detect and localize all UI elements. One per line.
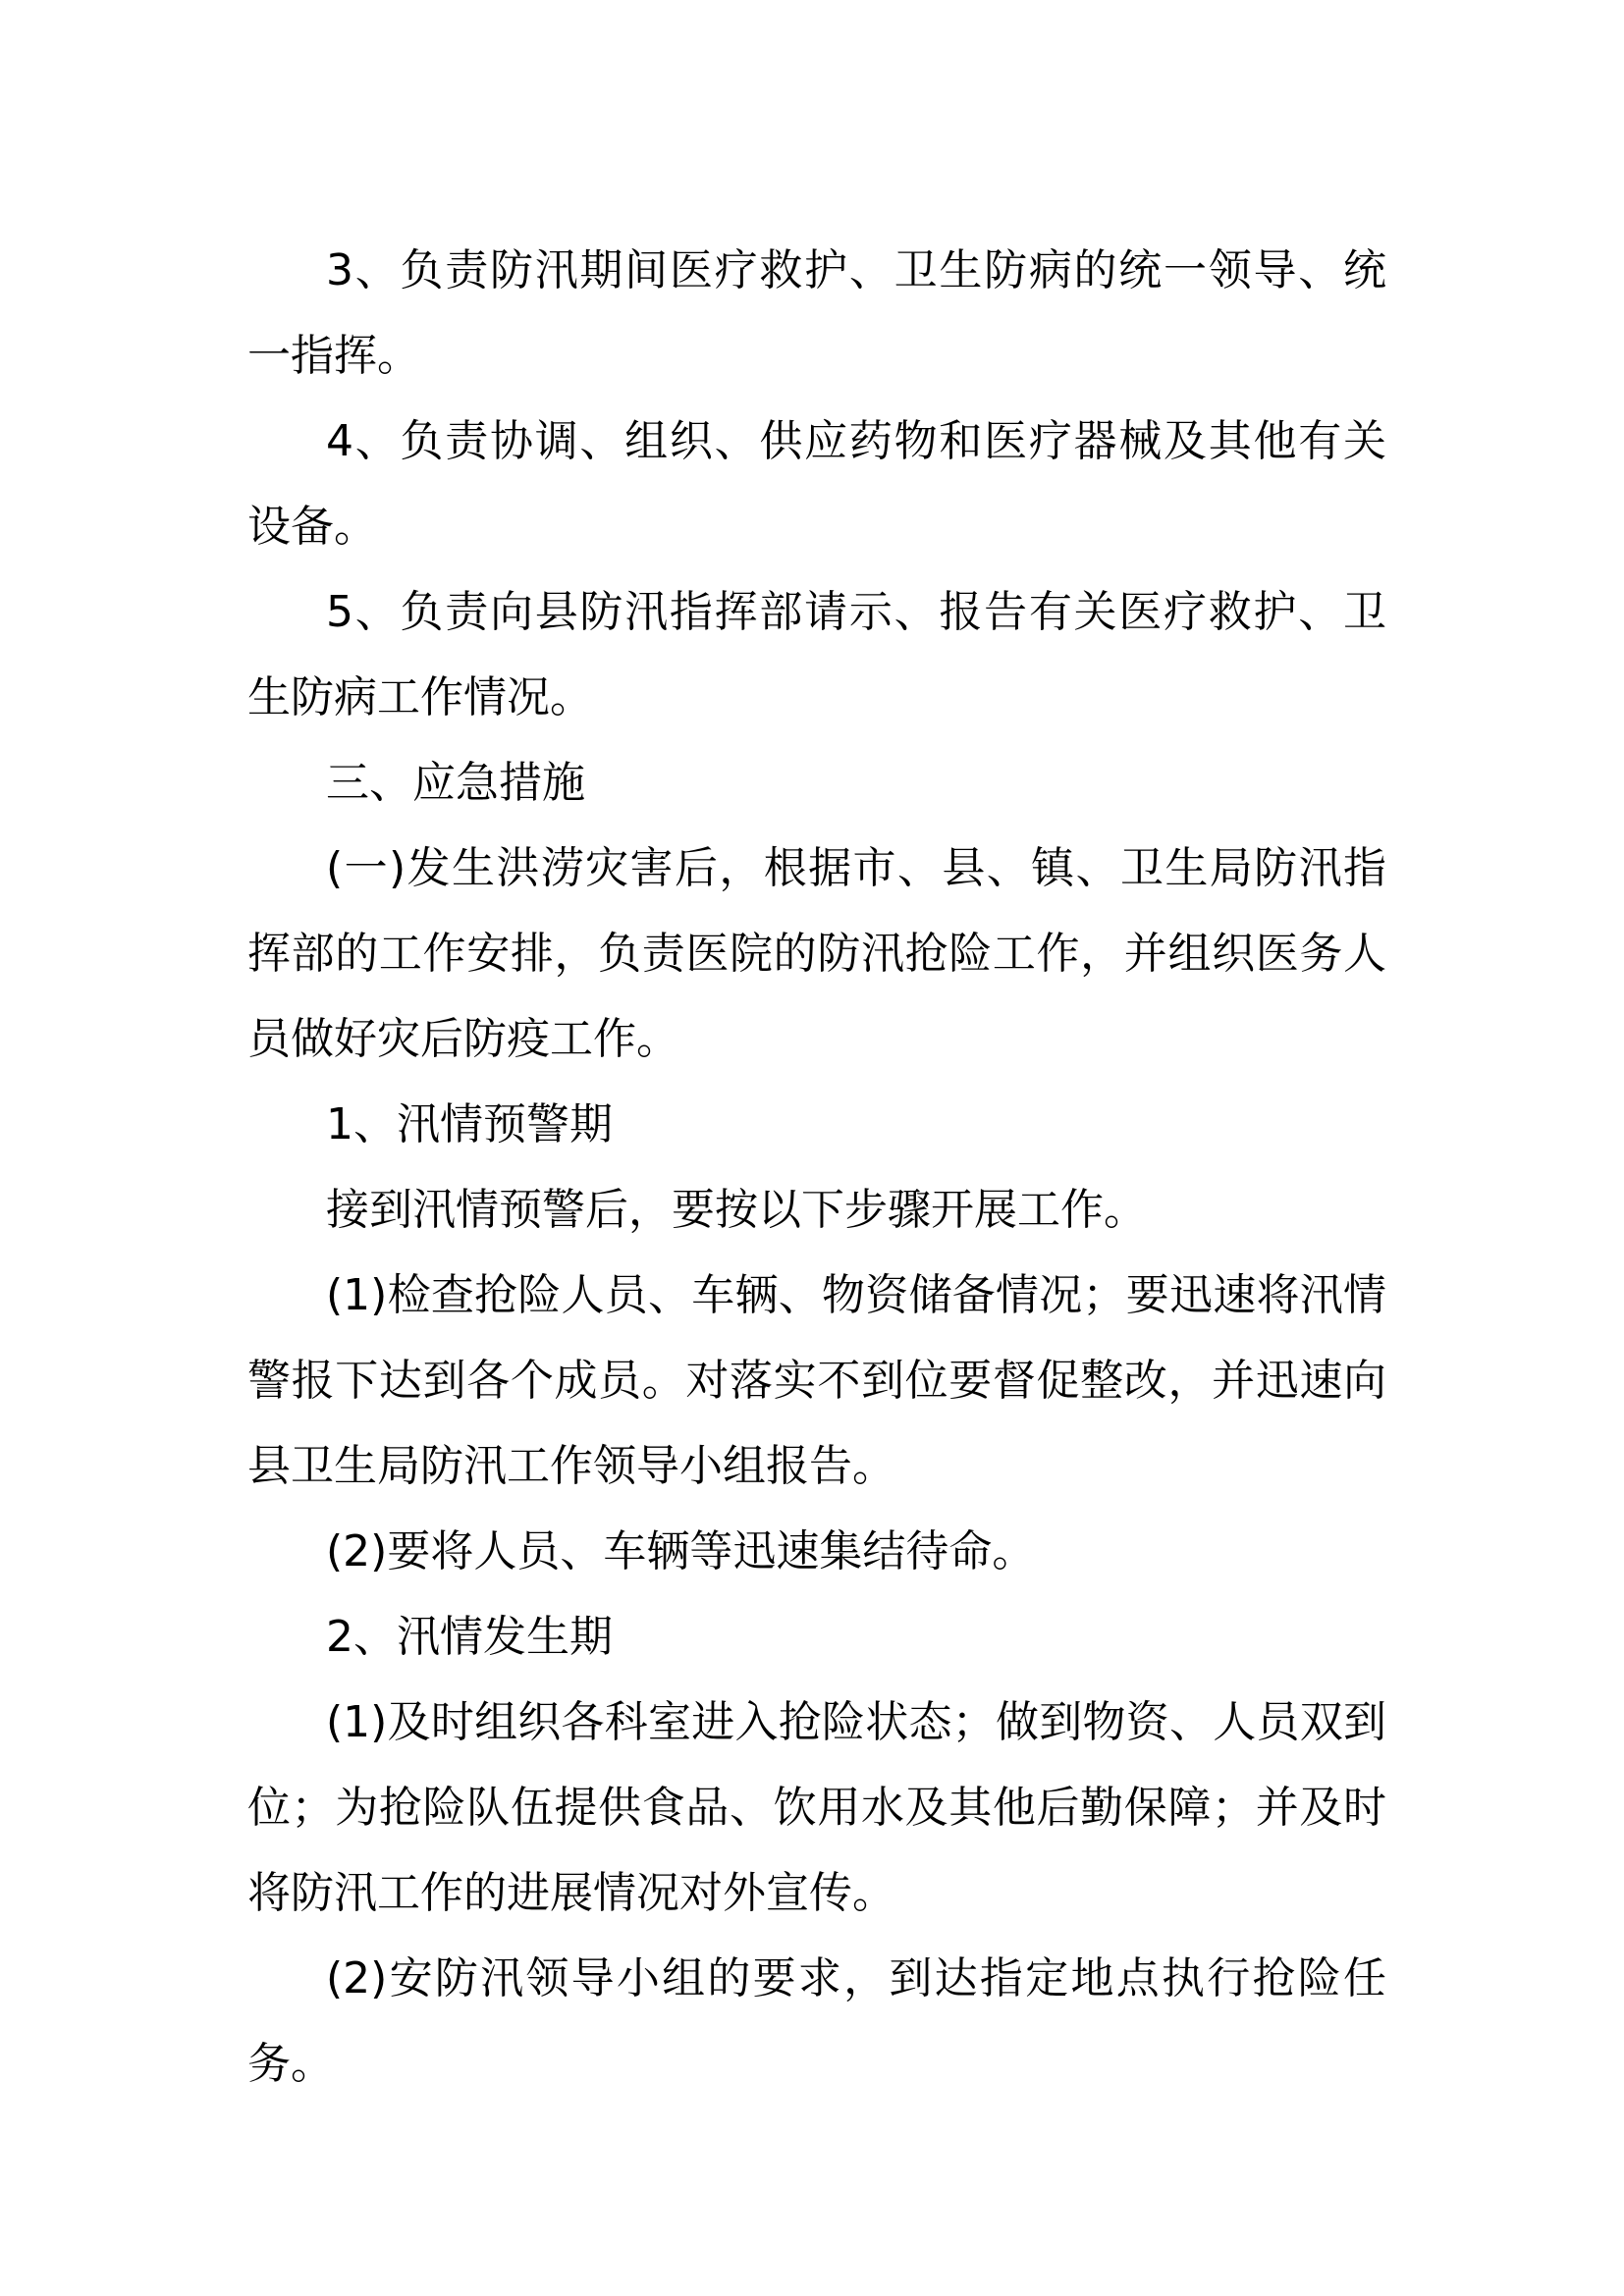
paragraph-occurrence-step-1: (1)及时组织各科室进入抢险状态；做到物资、人员双到位；为抢险队伍提供食品、饮用水及其他后勤保障；并及时将防汛工作的进展情况对外宣传。: [247, 1697, 1386, 1918]
paragraph-occurrence-step-2: (2)安防汛领导小组的要求，到达指定地点执行抢险任务。: [247, 1953, 1386, 2089]
paragraph-warning-step-2: (2)要将人员、车辆等迅速集结待命。: [326, 1526, 1036, 1576]
paragraph-item-3: 3、负责防汛期间医疗救护、卫生防病的统一领导、统一指挥。: [247, 245, 1386, 381]
document-page: [247, 228, 1386, 2107]
paragraph-item-4: 4、负责协调、组织、供应药物和医疗器械及其他有关设备。: [247, 416, 1386, 552]
paragraph-warning-steps: 接到汛情预警后，要按以下步骤开展工作。: [326, 1185, 1147, 1235]
subheading-flood-occurrence-period: 2、汛情发生期: [326, 1612, 613, 1662]
paragraph-warning-step-1: (1)检查抢险人员、车辆、物资储备情况；要迅速将汛情警报下达到各个成员。对落实不到位要督促整改，并迅速向县卫生局防汛工作领导小组报告。: [247, 1270, 1386, 1491]
subheading-flood-warning-period: 1、汛情预警期: [326, 1099, 613, 1149]
paragraph-item-5: 5、负责向县防汛指挥部请示、报告有关医疗救护、卫生防病工作情况。: [247, 587, 1386, 722]
section-heading-emergency-measures: 三、应急措施: [326, 758, 585, 808]
paragraph-subsection-1: (一)发生洪涝灾害后，根据市、县、镇、卫生局防汛指挥部的工作安排，负责医院的防汛抢险工作，并组织医务人员做好灾后防疫工作。: [247, 843, 1386, 1064]
